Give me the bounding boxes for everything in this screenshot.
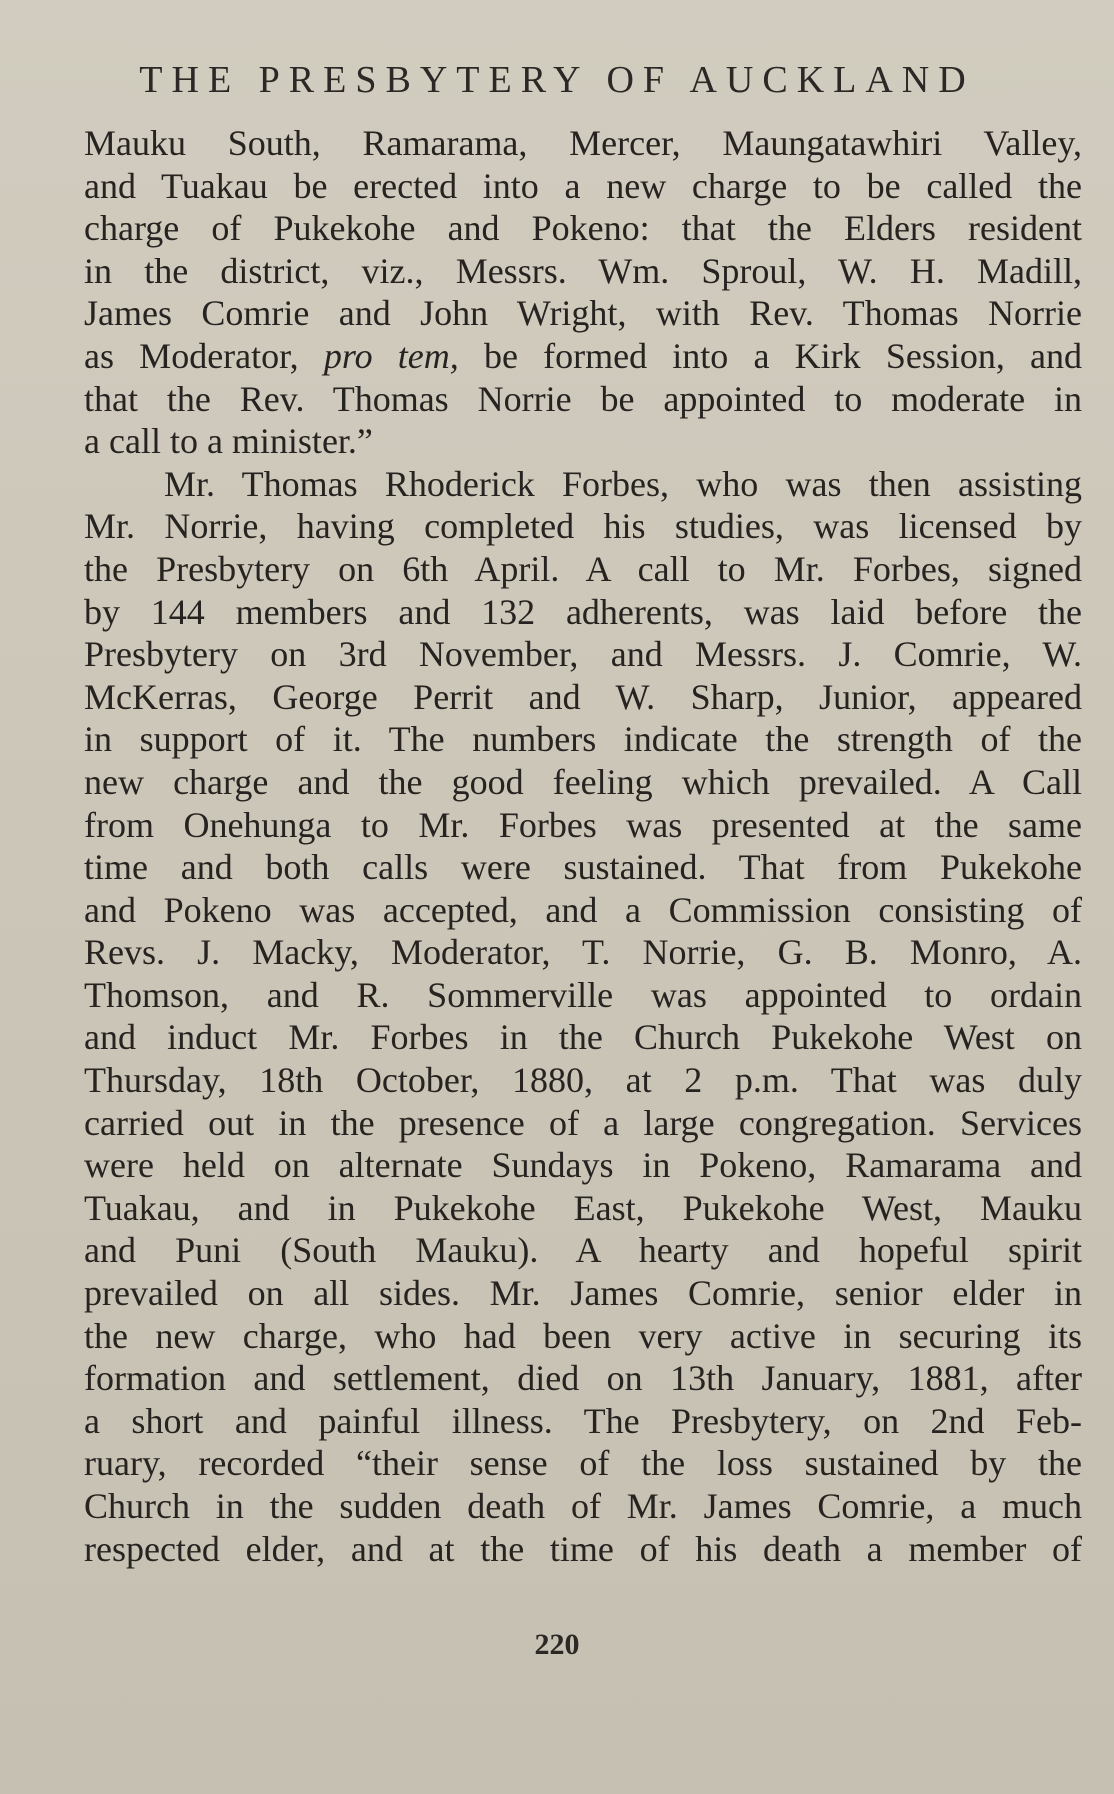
text-line: respected elder, and at the time of his death a member of [84, 1528, 1082, 1569]
text-line: and Tuakau be erected into a new charge to be called the [84, 165, 1082, 206]
text-segment: as Moderator, [84, 335, 299, 376]
text-line: Tuakau, and in Pukekohe East, Pukekohe West, Mauku [84, 1187, 1082, 1228]
text-line: James Comrie and John Wright, with Rev. Thomas Norrie [84, 293, 1082, 334]
text-line: prevailed on all sides. Mr. James Comrie, senior elder in [84, 1273, 1082, 1314]
text-line: ruary, recorded “their sense of the loss sustained by the [84, 1443, 1082, 1484]
text-line: in support of it. The numbers indicate the strength of the [84, 719, 1082, 760]
text-line [84, 335, 1082, 378]
text-line: the Presbytery on 6th April. A call to Mr. Forbes, signed [84, 548, 1082, 589]
italic-phrase: pro tem, [323, 335, 459, 376]
page-number: 220 [534, 1628, 580, 1661]
text-line: from Onehunga to Mr. Forbes was presented at the same [84, 804, 1082, 845]
text-line: a short and painful illness. The Presbytery, on 2nd Feb- [84, 1400, 1082, 1441]
text-line: charge of Pukekohe and Pokeno: that the Elders resident [84, 208, 1082, 249]
text-line: in the district, viz., Messrs. Wm. Sproul, W. H. Madill, [84, 250, 1082, 291]
text-line: and Puni (South Mauku). A hearty and hopeful spirit [84, 1230, 1082, 1271]
text-line: formation and settlement, died on 13th January, 1881, after [84, 1358, 1082, 1399]
text-line: Mr. Thomas Rhoderick Forbes, who was then assisting [164, 463, 1082, 504]
text-line: Revs. J. Macky, Moderator, T. Norrie, G. B. Monro, A. [84, 932, 1082, 973]
text-line: that the Rev. Thomas Norrie be appointed to moderate in [84, 378, 1082, 419]
text-line: and Pokeno was accepted, and a Commission consisting of [84, 889, 1082, 930]
text-line: Presbytery on 3rd November, and Messrs. J. Comrie, W. [84, 634, 1082, 675]
text-line: Thomson, and R. Sommerville was appointed to ordain [84, 974, 1082, 1015]
running-head: THE PRESBYTERY OF AUCKLAND [139, 59, 975, 101]
text-line: new charge and the good feeling which prevailed. A Call [84, 761, 1082, 802]
text-line: time and both calls were sustained. That from Pukekohe [84, 847, 1082, 888]
text-line: a call to a minister.” [84, 421, 373, 462]
body-text [84, 122, 1082, 1570]
text-segment: be formed into a Kirk Session, and [483, 335, 1082, 376]
text-line: Mr. Norrie, having completed his studies, was licensed by [84, 506, 1082, 547]
text-line: the new charge, who had been very active in securing its [84, 1315, 1082, 1356]
text-line: Mauku South, Ramarama, Mercer, Maungatawhiri Valley, [84, 123, 1082, 163]
text-line: McKerras, George Perrit and W. Sharp, Junior, appeared [84, 676, 1082, 717]
text-line: Church in the sudden death of Mr. James Comrie, a much [84, 1486, 1082, 1526]
text-line: carried out in the presence of a large congregation. Services [84, 1102, 1082, 1143]
text-line: were held on alternate Sundays in Pokeno, Ramarama and [84, 1145, 1082, 1186]
text-line: and induct Mr. Forbes in the Church Pukekohe West on [84, 1017, 1082, 1058]
text-line: Thursday, 18th October, 1880, at 2 p.m. That was duly [84, 1060, 1082, 1101]
text-line: by 144 members and 132 adherents, was laid before the [84, 591, 1082, 632]
